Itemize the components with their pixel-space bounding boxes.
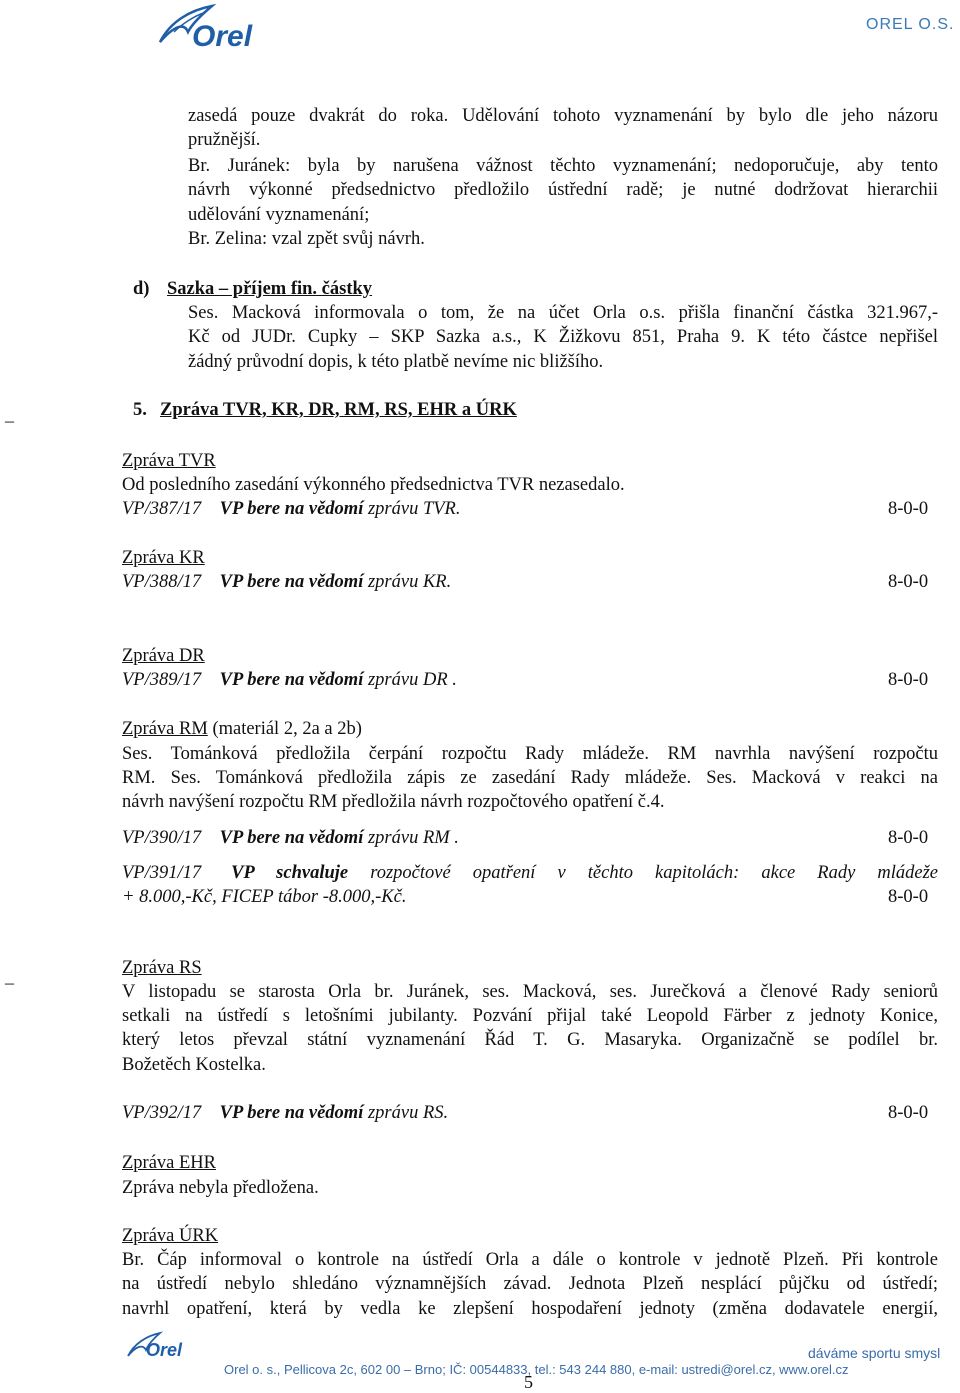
resolution-vp392	[122, 1101, 448, 1125]
section-5-heading: Zpráva TVR, KR, DR, RM, RS, EHR a ÚRK	[160, 400, 517, 420]
resolution-id: VP/390/17	[122, 828, 202, 848]
text-line: pružnější.	[188, 130, 261, 150]
text-line: zasedá pouze dvakrát do roka. Udělování tohoto vyznamenání by bylo dle jeho názoru	[188, 106, 938, 126]
footer-logo-text: Orel	[146, 1340, 183, 1360]
margin-mark: _	[5, 966, 14, 986]
text-line: Ses. Macková informovala o tom, že na účet Orla o.s. přišla finanční částka 321.967,-	[188, 303, 938, 323]
resolution-id: VP/387/17	[122, 499, 202, 519]
text-line: Br. Juránek: byla by narušena vážnost těchto vyznamenání; nedoporučuje, aby tento	[188, 156, 938, 176]
tvr-heading: Zpráva TVR	[122, 451, 216, 471]
margin-mark: _	[5, 404, 14, 424]
resolution-vp391-line2: + 8.000,-Kč, FICEP tábor -8.000,-Kč.	[122, 887, 407, 907]
dr-heading: Zpráva DR	[122, 646, 205, 666]
text-line: žádný průvodní dopis, k této platbě nevíme nic bližšího.	[188, 352, 604, 372]
vote-result: 8-0-0	[888, 670, 929, 690]
resolution-verb: VP bere na vědomí	[219, 499, 364, 519]
text-line: Br. Čáp informoval o kontrole na ústředí Orla a dále o kontrole v jednotě Plzeň. Při kontrole	[122, 1250, 938, 1270]
rm-heading-suffix: (materiál 2, 2a a 2b)	[212, 719, 362, 739]
resolution-text: zprávu DR .	[367, 670, 457, 690]
footer-slogan: dáváme sportu smysl	[808, 1345, 941, 1361]
text-line: Od posledního zasedání výkonného předsednictva TVR nezasedalo.	[122, 475, 625, 495]
text-line: Ses. Tománková předložila čerpání rozpočtu Rady mládeže. RM navrhla navýšení rozpočtu	[122, 744, 938, 764]
text-line: udělování vyznamenání;	[188, 205, 370, 225]
text-line: na ústředí nebylo shledáno významnějších závad. Jednota Plzeň nesplácí půjčku od ústředí;	[122, 1274, 938, 1294]
rm-heading-line	[122, 717, 362, 741]
resolution-text: rozpočtové opatření v těchto kapitolách: akce Rady mládeže	[370, 863, 939, 883]
rm-heading: Zpráva RM	[122, 719, 208, 739]
page-number: 5	[524, 1372, 533, 1392]
resolution-text: zprávu RM .	[367, 828, 459, 848]
text-line: setkali na ústředí s letošními jubilanty. Pozvání přijal také Leopold Färber z jednoty Konice,	[122, 1006, 938, 1026]
text-line: RM. Ses. Tománková předložila zápis ze zasedání Rady mládeže. Ses. Macková v reakci na	[122, 768, 938, 788]
kr-heading: Zpráva KR	[122, 548, 205, 568]
section-d-heading: Sazka – příjem fin. částky	[167, 279, 373, 299]
text-line: navrhl opatření, která by vedla ke zlepšení hospodaření jednoty (změna dodavatele energií,	[122, 1299, 938, 1319]
text-line: Božetěch Kostelka.	[122, 1055, 266, 1075]
resolution-vp387	[122, 497, 460, 521]
vote-result: 8-0-0	[888, 828, 929, 848]
resolution-vp390	[122, 826, 459, 850]
resolution-text: zprávu RS.	[367, 1103, 449, 1123]
resolution-id: VP/391/17	[122, 863, 202, 883]
ehr-heading: Zpráva EHR	[122, 1153, 217, 1173]
urk-heading: Zpráva ÚRK	[122, 1226, 219, 1246]
text-line: Zpráva nebyla předložena.	[122, 1178, 319, 1198]
resolution-id: VP/388/17	[122, 572, 202, 592]
resolution-vp389	[122, 668, 457, 692]
resolution-verb: VP bere na vědomí	[219, 828, 364, 848]
footer-logo	[118, 1330, 198, 1364]
resolution-verb: VP bere na vědomí	[219, 572, 364, 592]
resolution-verb: VP schvaluje	[231, 863, 349, 883]
text-line: V listopadu se starosta Orla br. Juránek, ses. Macková, ses. Jurečková a členové Rady seniorů	[122, 982, 938, 1002]
vote-result: 8-0-0	[888, 1103, 929, 1123]
resolution-vp391	[122, 861, 938, 885]
header-logo	[140, 2, 280, 54]
text-line: návrh navýšení rozpočtu RM předložila návrh rozpočtového opatření č.4.	[122, 792, 665, 812]
header-logo-text: Orel	[192, 20, 253, 53]
footer-address: Orel o. s., Pellicova 2c, 602 00 – Brno; IČ: 00544833, tel.: 543 244 880, e-mail: ustredi@orel.cz, www.orel.cz	[224, 1362, 849, 1377]
text-line: který letos převzal státní vyznamenání Řád T. G. Masaryka. Organizačně se podílel br.	[122, 1030, 938, 1050]
resolution-id: VP/389/17	[122, 670, 202, 690]
section-d-label: d)	[133, 279, 150, 299]
header-title: OREL O.S.	[866, 16, 955, 33]
vote-result: 8-0-0	[888, 499, 929, 519]
resolution-id: VP/392/17	[122, 1103, 202, 1123]
resolution-verb: VP bere na vědomí	[219, 1103, 364, 1123]
resolution-text: zprávu KR.	[367, 572, 452, 592]
text-line: Kč od JUDr. Cupky – SKP Sazka a.s., K Žižkovu 851, Praha 9. K této částce nepřišel	[188, 327, 938, 347]
resolution-text: zprávu TVR.	[367, 499, 461, 519]
section-5-number: 5.	[133, 400, 147, 420]
text-line: Br. Zelina: vzal zpět svůj návrh.	[188, 229, 425, 249]
resolution-vp388	[122, 570, 451, 594]
vote-result: 8-0-0	[888, 887, 929, 907]
vote-result: 8-0-0	[888, 572, 929, 592]
rs-heading: Zpráva RS	[122, 958, 202, 978]
resolution-verb: VP bere na vědomí	[219, 670, 364, 690]
text-line: návrh výkonné předsednictvo předložilo ústřední radě; je nutné dodržovat hierarchii	[188, 180, 938, 200]
